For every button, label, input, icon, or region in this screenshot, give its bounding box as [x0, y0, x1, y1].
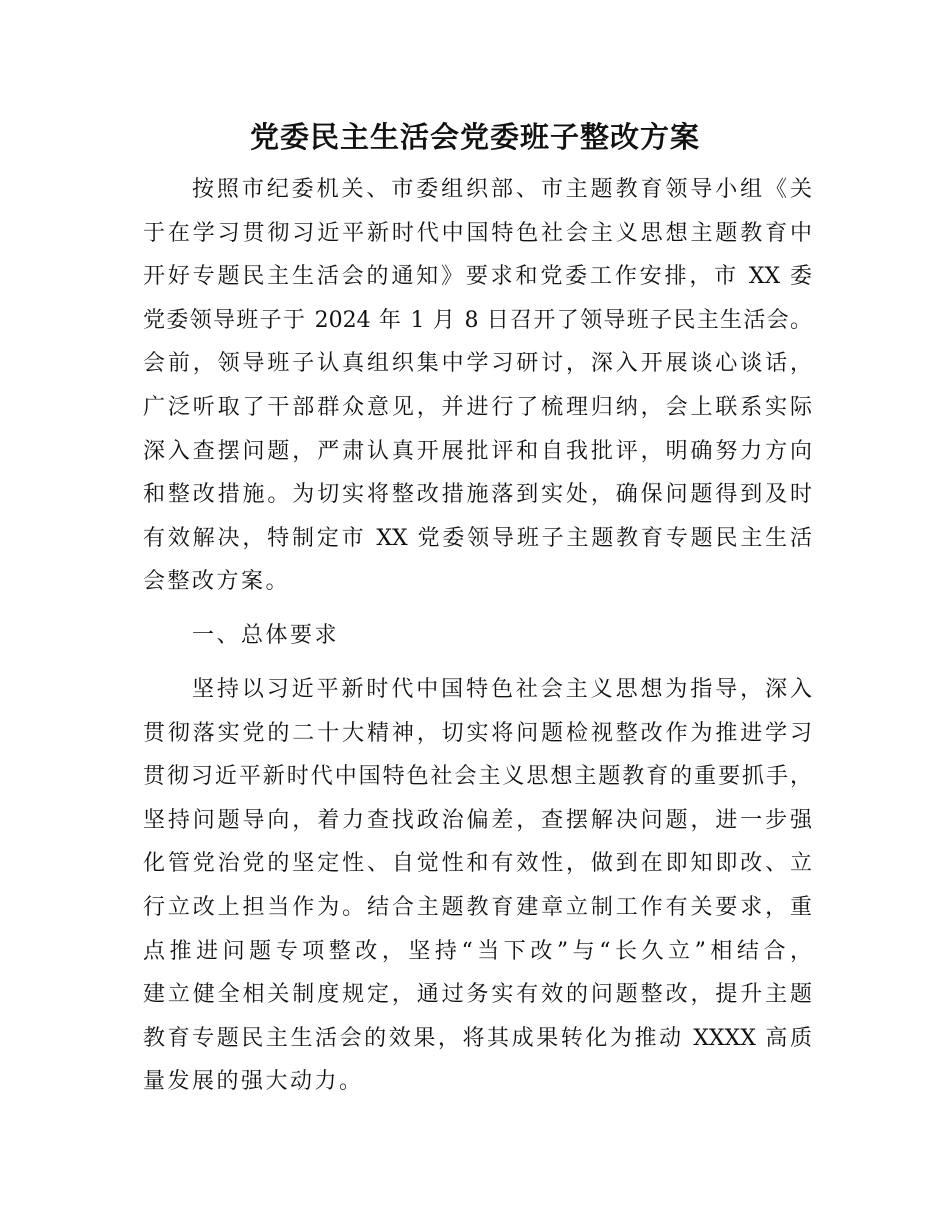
- text-line: 贯彻落实党的二十大精神，切实将问题检视整改作为推进学习: [143, 720, 812, 746]
- text-line: 会整改方案。: [143, 569, 291, 595]
- text-line: 建立健全相关制度规定，通过务实有效的问题整改，提升主题: [143, 982, 812, 1008]
- text-line: 化管党治党的坚定性、自觉性和有效性，做到在即知即改、立: [143, 851, 812, 877]
- text-line: 点推进问题专项整改，坚持“当下改”与“长久立”相结合，: [143, 938, 812, 964]
- text-line: 有效解决，特制定市 XX 党委领导班子主题教育专题民主生活: [143, 525, 812, 551]
- text-line: 广泛听取了干部群众意见，并进行了梳理归纳，会上联系实际: [143, 394, 812, 420]
- text-line: 会前，领导班子认真组织集中学习研讨，深入开展谈心谈话，: [143, 351, 812, 377]
- intro-paragraph: [143, 168, 812, 604]
- document-title: 党委民主生活会党委班子整改方案: [249, 120, 700, 154]
- text-line: 党委领导班子于 2024 年 1 月 8 日召开了领导班子民主生活会。: [143, 307, 812, 333]
- text-line: 行立改上担当作为。结合主题教育建章立制工作有关要求，重: [143, 894, 812, 920]
- requirements-paragraph: [143, 668, 812, 1104]
- section-heading-container: [143, 614, 812, 658]
- text-line: 贯彻习近平新时代中国特色社会主义思想主题教育的重要抓手，: [143, 764, 812, 790]
- text-line: 于在学习贯彻习近平新时代中国特色社会主义思想主题教育中: [143, 220, 812, 246]
- text-line: 坚持问题导向，着力查找政治偏差，查摆解决问题，进一步强: [143, 807, 812, 833]
- text-line: 和整改措施。为切实将整改措施落到实处，确保问题得到及时: [143, 482, 812, 508]
- text-line: 按照市纪委机关、市委组织部、市主题教育领导小组《关: [192, 177, 812, 202]
- text-line: 坚持以习近平新时代中国特色社会主义思想为指导，深入: [192, 677, 812, 702]
- text-line: 深入查摆问题，严肃认真开展批评和自我批评，明确努力方向: [143, 438, 812, 464]
- text-line: 教育专题民主生活会的效果，将其成果转化为推动 XXXX 高质: [143, 1025, 812, 1051]
- section-heading: 一、总体要求: [192, 623, 340, 648]
- text-line: 量发展的强大动力。: [143, 1069, 364, 1095]
- text-line: 开好专题民主生活会的通知》要求和党委工作安排，市 XX 委: [143, 264, 812, 290]
